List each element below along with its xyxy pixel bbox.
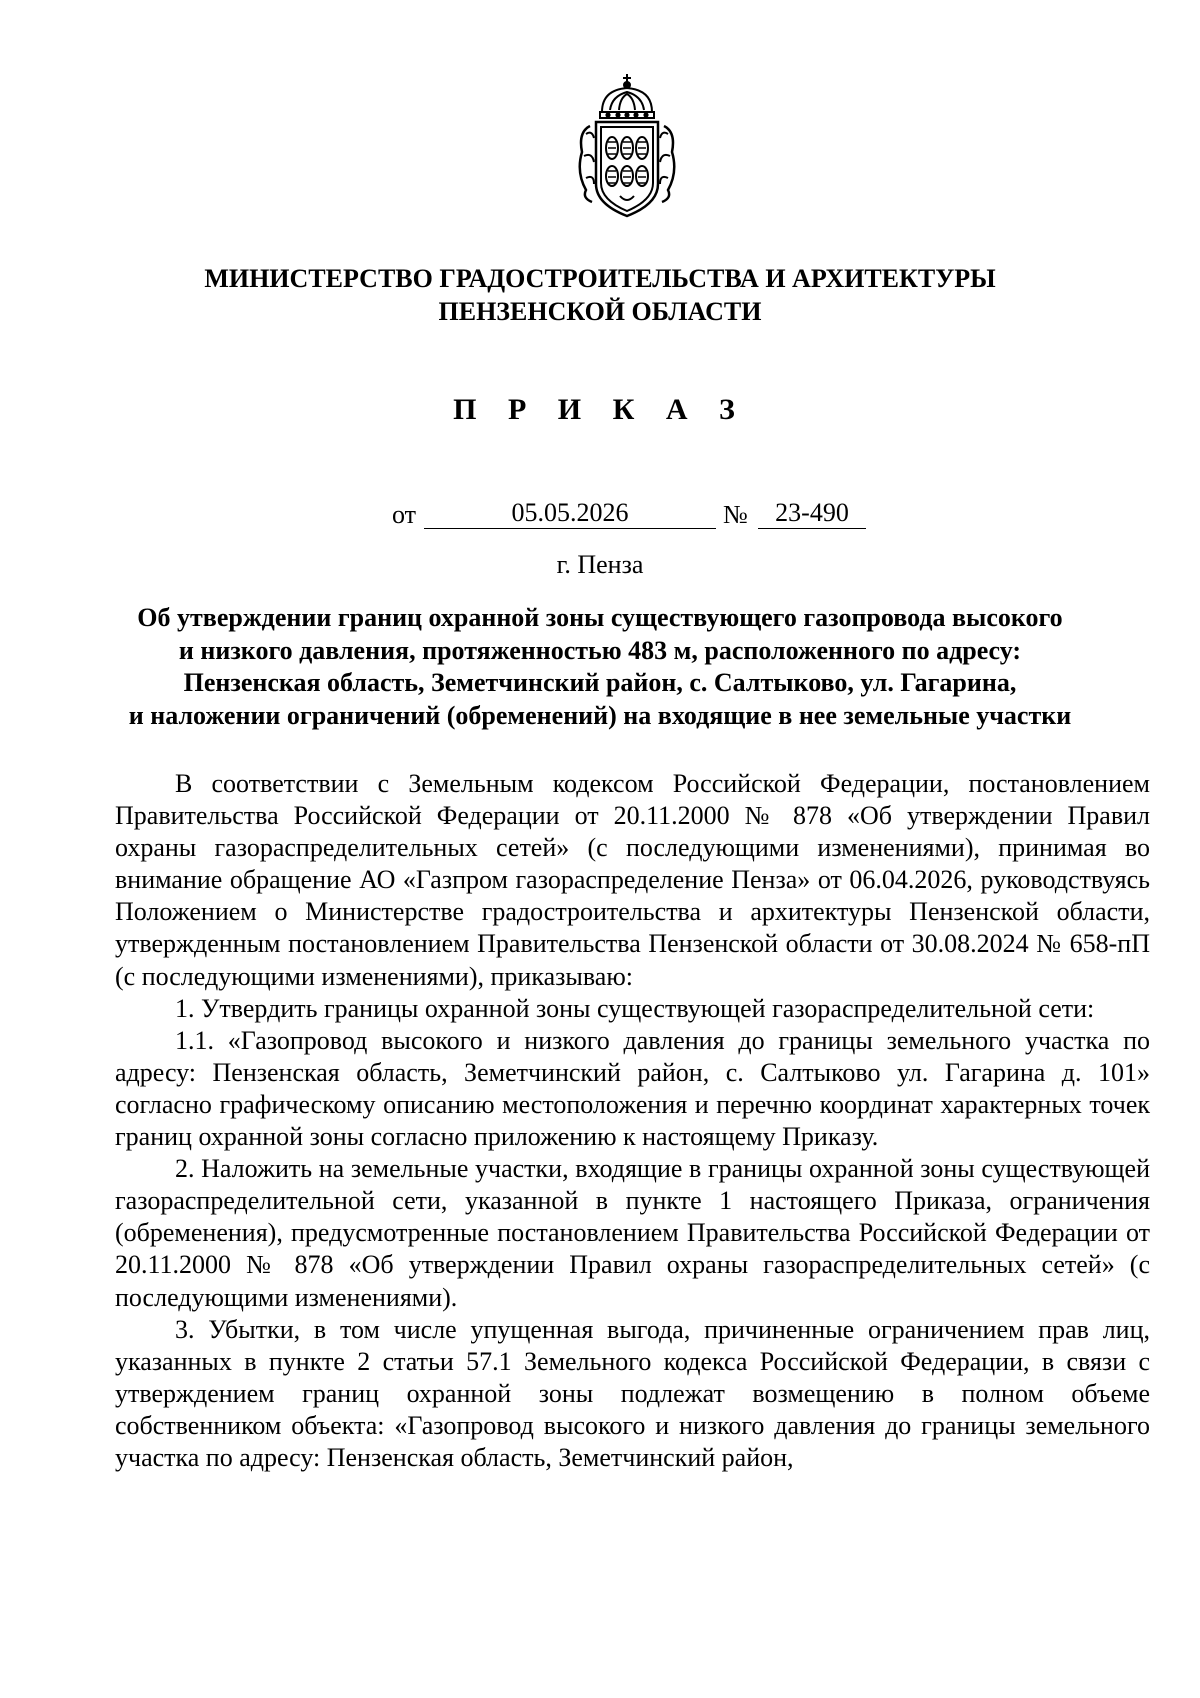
ministry-name-line-2: ПЕНЗЕНСКОЙ ОБЛАСТИ xyxy=(438,297,762,326)
order-number: 23-490 xyxy=(758,497,866,529)
ministry-name-line-1: МИНИСТЕРСТВО ГРАДОСТРОИТЕЛЬСТВА И АРХИТЕКТУРЫ xyxy=(204,264,996,293)
item-1-1-paragraph: 1.1. «Газопровод высокого и низкого давления до границы земельного участка по адресу: Пензенская область, Земетчинский район, с. Салтыково ул. Гагарина д. 101» согласно графическому описанию местоположения и перечню координат характерных точек границ охранной зоны согласно приложению к настоящему Приказу. xyxy=(115,1025,1150,1152)
document-title: П Р И К А З xyxy=(453,393,747,426)
preamble-paragraph: В соответствии с Земельным кодексом Российской Федерации, постановлением Правительства Российской Федерации от 20.11.2000 № 878 «Об утверждении Правил охраны газораспределительных сетей» (с последующими изменениями), принимая во внимание обращение АО «Газпром газораспределение Пенза» от 06.04.2026, руководствуясь Положением о Министерстве градостроительства и архитектуры Пензенской области, утвержденным постановлением Правительства Пензенской области от 30.08.2024 № 658-пП (с последующими изменениями), приказываю: xyxy=(115,769,1150,991)
item-2-paragraph: 2. Наложить на земельные участки, входящие в границы охранной зоны существующей газораспределительной сети, указанной в пункте 1 настоящего Приказа, ограничения (обременения), предусмотренные постановлением Правительства Российской Федерации от 20.11.2000 № 878 «Об утверждении Правил охраны газораспределительных сетей» (с последующими изменениями). xyxy=(115,1154,1150,1312)
coat-of-arms-icon xyxy=(572,72,682,220)
item-1-paragraph: 1. Утвердить границы охранной зоны существующей газораспределительной сети: xyxy=(175,993,1095,1023)
order-body xyxy=(115,768,1150,1474)
date-prefix-label: от xyxy=(392,500,417,529)
number-sign-label: № xyxy=(723,500,748,529)
order-date: 05.05.2026 xyxy=(424,497,716,529)
order-subject xyxy=(100,602,1100,732)
ministry-header xyxy=(0,262,1200,328)
subject-line-2: и низкого давления, протяженностью 483 м, расположенного по адресу: xyxy=(178,635,1022,665)
city-line: г. Пенза xyxy=(556,550,644,579)
subject-line-1: Об утверждении границ охранной зоны существующего газопровода высокого xyxy=(137,603,1063,632)
subject-line-3: Пензенская область, Земетчинский район, с. Салтыково, ул. Гагарина, xyxy=(183,668,1017,697)
subject-line-4: и наложении ограничений (обременений) на входящие в нее земельные участки xyxy=(128,700,1072,730)
item-3-paragraph: 3. Убытки, в том числе упущенная выгода, причиненные ограничением прав лиц, указанных в пункте 2 статьи 57.1 Земельного кодекса Российской Федерации, в связи с утверждением границ охранной зоны подлежат возмещению в полном объеме собственником объекта: «Газопровод высокого и низкого давления до границы земельного участка по адресу: Пензенская область, Земетчинский район, xyxy=(115,1314,1150,1472)
order-date-number-line xyxy=(0,497,1200,533)
